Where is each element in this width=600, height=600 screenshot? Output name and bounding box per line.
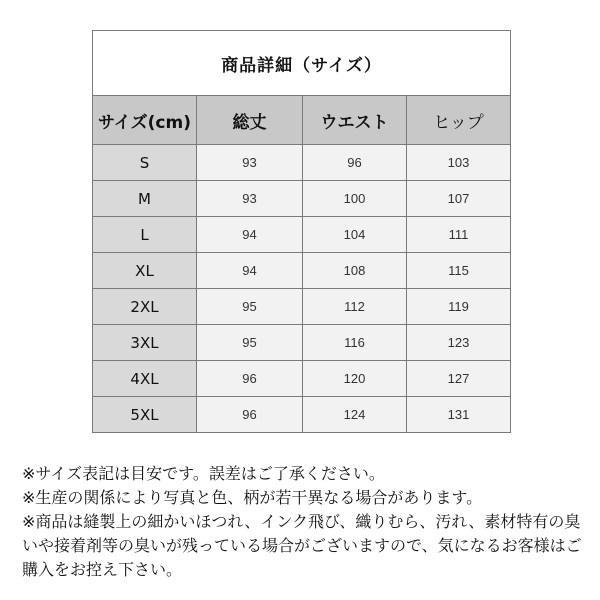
size-cell: XL: [93, 253, 197, 289]
size-cell: 3XL: [93, 325, 197, 361]
header-hip: ヒップ: [407, 96, 511, 145]
length-cell: 96: [197, 361, 303, 397]
waist-cell: 96: [303, 145, 407, 181]
table-row: [93, 253, 511, 289]
header-length: 総丈: [197, 96, 303, 145]
size-chart-table: [92, 30, 511, 433]
hip-cell: 131: [407, 397, 511, 433]
length-cell: 95: [197, 325, 303, 361]
note-color-disclaimer: ※生産の関係により写真と色、柄が若干異なる場合があります。: [22, 488, 483, 507]
hip-cell: 127: [407, 361, 511, 397]
table-row: [93, 361, 511, 397]
table-title: 商品詳細（サイズ）: [93, 31, 511, 96]
table-row: [93, 325, 511, 361]
table-row: [93, 289, 511, 325]
length-cell: 94: [197, 253, 303, 289]
waist-cell: 124: [303, 397, 407, 433]
hip-cell: 123: [407, 325, 511, 361]
table-row: [93, 397, 511, 433]
waist-cell: 116: [303, 325, 407, 361]
size-cell: 5XL: [93, 397, 197, 433]
hip-cell: 119: [407, 289, 511, 325]
waist-cell: 120: [303, 361, 407, 397]
header-row: [93, 96, 511, 145]
size-cell: M: [93, 181, 197, 217]
hip-cell: 115: [407, 253, 511, 289]
table-row: [93, 145, 511, 181]
note-quality-disclaimer: ※商品は縫製上の細かいほつれ、インク飛び、織りむら、汚れ、素材特有の臭いや接着剤等の臭いが残っている場合がございますので、気になるお客様はご購入をお控え下さい。: [22, 512, 582, 579]
waist-cell: 112: [303, 289, 407, 325]
length-cell: 95: [197, 289, 303, 325]
size-cell: 4XL: [93, 361, 197, 397]
note-size-disclaimer: ※サイズ表記は目安です。誤差はご了承ください。: [22, 464, 385, 483]
hip-cell: 107: [407, 181, 511, 217]
hip-cell: 111: [407, 217, 511, 253]
length-cell: 93: [197, 145, 303, 181]
length-cell: 93: [197, 181, 303, 217]
length-cell: 96: [197, 397, 303, 433]
size-cell: S: [93, 145, 197, 181]
size-cell: L: [93, 217, 197, 253]
length-cell: 94: [197, 217, 303, 253]
header-waist: ウエスト: [303, 96, 407, 145]
hip-cell: 103: [407, 145, 511, 181]
table-row: [93, 181, 511, 217]
notes-section: [22, 462, 592, 582]
size-cell: 2XL: [93, 289, 197, 325]
waist-cell: 104: [303, 217, 407, 253]
waist-cell: 108: [303, 253, 407, 289]
waist-cell: 100: [303, 181, 407, 217]
header-size: サイズ(cm): [93, 96, 197, 145]
table-row: [93, 217, 511, 253]
